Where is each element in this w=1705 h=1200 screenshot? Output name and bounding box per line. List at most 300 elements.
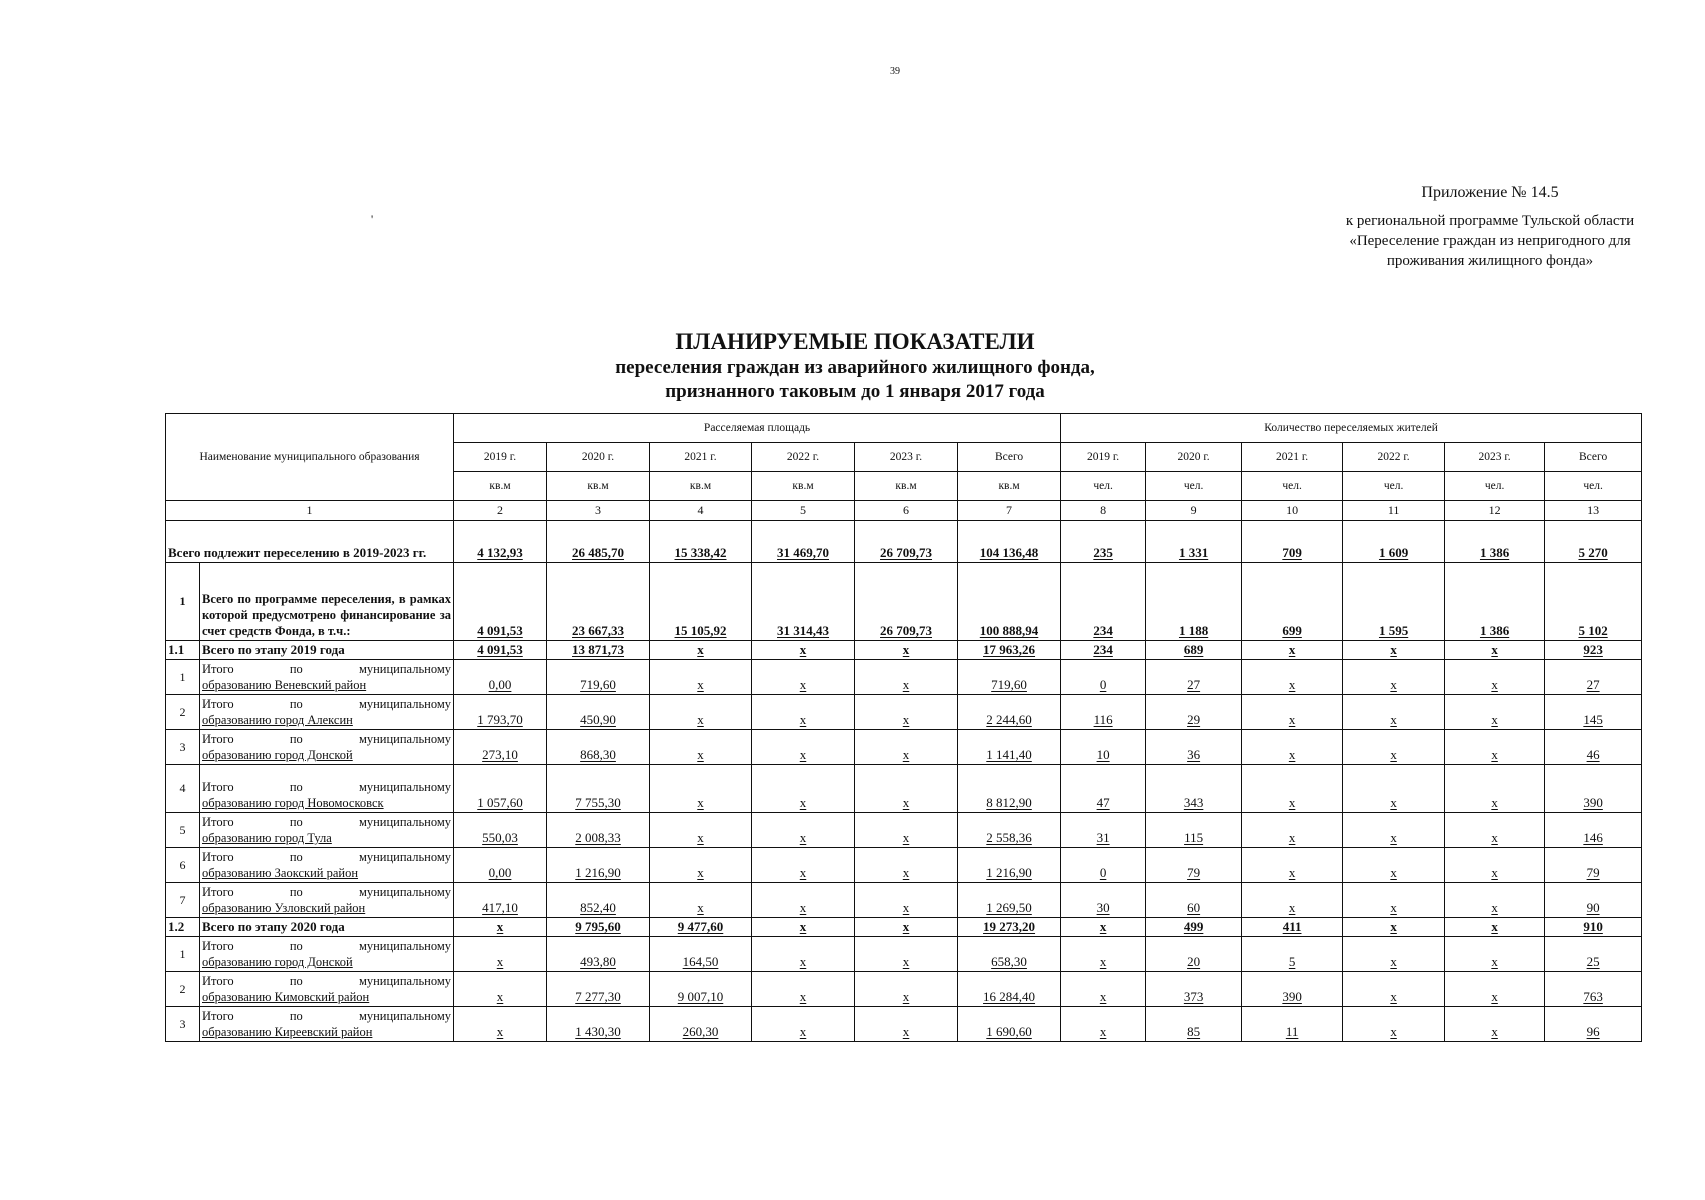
value-cell <box>855 521 958 563</box>
cell-value: х <box>1288 747 1296 762</box>
value-cell <box>752 521 855 563</box>
stray-mark: ' <box>371 212 374 226</box>
cell-value: 234 <box>1093 642 1113 657</box>
cell-value: 343 <box>1183 795 1204 810</box>
cell-value: х <box>697 830 704 845</box>
cell-value: 273,10 <box>482 747 518 762</box>
cell-value: 16 284,40 <box>983 989 1036 1004</box>
area-year-header: Всего <box>958 443 1061 472</box>
cell-value: 27 <box>1187 677 1201 692</box>
value-cell <box>1061 848 1146 883</box>
header-row-groups <box>166 414 1642 443</box>
stage-number: 1.1 <box>166 641 200 660</box>
municipality-label-line2: образованию город Донской <box>202 748 353 762</box>
value-cell <box>1061 918 1146 937</box>
municipality-row <box>166 848 1642 883</box>
cell-value: 1 216,90 <box>575 865 621 880</box>
cell-value: 0,00 <box>488 865 512 880</box>
value-cell <box>1545 848 1642 883</box>
cell-value: 7 277,30 <box>575 989 621 1004</box>
cell-value: 100 888,94 <box>979 623 1039 638</box>
value-cell <box>752 660 855 695</box>
area-year-header: 2020 г. <box>547 443 650 472</box>
cell-value: х <box>1491 642 1498 657</box>
cell-value: х <box>1390 795 1397 810</box>
cell-value: 0,00 <box>488 677 512 692</box>
value-cell <box>1061 695 1146 730</box>
row-number: 6 <box>166 848 200 883</box>
appendix-block <box>1340 183 1640 271</box>
total-row <box>166 521 1642 563</box>
row-number: 3 <box>166 730 200 765</box>
column-number: 3 <box>547 501 650 521</box>
people-year-header: 2023 г. <box>1445 443 1545 472</box>
cell-value: 26 709,73 <box>880 545 933 560</box>
municipality-label-line2: образованию город Донской <box>202 955 353 969</box>
value-cell <box>1545 695 1642 730</box>
value-cell <box>1061 765 1146 813</box>
cell-value: 1 793,70 <box>477 712 523 727</box>
program-row <box>166 563 1642 641</box>
cell-value: х <box>1390 677 1397 692</box>
cell-value: х <box>1491 900 1498 915</box>
cell-value: 79 <box>1586 865 1600 880</box>
cell-value: х <box>1390 865 1397 880</box>
municipality-label <box>200 972 454 1007</box>
value-cell <box>454 660 547 695</box>
cell-value: 1 386 <box>1479 623 1510 638</box>
area-year-header: 2022 г. <box>752 443 855 472</box>
municipality-label <box>200 730 454 765</box>
value-cell <box>1146 937 1242 972</box>
value-cell <box>958 813 1061 848</box>
municipality-label-line2: образованию город Новомосковск <box>202 796 384 810</box>
cell-value: х <box>1099 954 1107 969</box>
cell-value: 164,50 <box>682 954 719 969</box>
indicators-table <box>165 413 1642 1042</box>
value-cell <box>650 1007 752 1042</box>
value-cell <box>547 730 650 765</box>
cell-value: х <box>1491 989 1498 1004</box>
cell-value: х <box>1288 712 1296 727</box>
people-unit-header: чел. <box>1445 472 1545 501</box>
cell-value: 0 <box>1099 677 1107 692</box>
value-cell <box>650 660 752 695</box>
area-group-header: Расселяемая площадь <box>454 414 1061 443</box>
cell-value: х <box>1390 830 1397 845</box>
cell-value: 115 <box>1184 830 1204 845</box>
cell-value: 23 667,33 <box>572 623 625 638</box>
cell-value: х <box>1491 747 1498 762</box>
value-cell <box>1061 660 1146 695</box>
area-year-header: 2023 г. <box>855 443 958 472</box>
cell-value: х <box>1390 900 1397 915</box>
value-cell <box>958 521 1061 563</box>
cell-value: 499 <box>1183 919 1204 934</box>
document-title <box>520 328 1190 404</box>
people-unit-header: чел. <box>1343 472 1445 501</box>
value-cell <box>1343 972 1445 1007</box>
cell-value: 2 008,33 <box>575 830 621 845</box>
cell-value: 390 <box>1583 795 1603 810</box>
cell-value: х <box>902 865 910 880</box>
cell-value: 1 141,40 <box>986 747 1032 762</box>
appendix-text: к региональной программе Тульской области «Переселение граждан из непригодного для проживания жилищного фонда» <box>1345 213 1635 269</box>
cell-value: 390 <box>1282 989 1302 1004</box>
value-cell <box>855 1007 958 1042</box>
column-number: 1 <box>166 501 454 521</box>
value-cell <box>650 937 752 972</box>
column-number: 11 <box>1343 501 1445 521</box>
value-cell <box>1061 563 1146 641</box>
value-cell <box>958 1007 1061 1042</box>
cell-value: х <box>1491 954 1498 969</box>
value-cell <box>1445 813 1545 848</box>
cell-value: х <box>902 712 910 727</box>
value-cell <box>1061 883 1146 918</box>
value-cell <box>650 813 752 848</box>
value-cell <box>1445 918 1545 937</box>
municipality-label-line1: Итого по муниципальному <box>202 697 452 711</box>
value-cell <box>958 695 1061 730</box>
people-year-header: Всего <box>1545 443 1642 472</box>
cell-value: х <box>799 677 807 692</box>
value-cell <box>752 937 855 972</box>
cell-value: 60 <box>1187 900 1201 915</box>
value-cell <box>1146 521 1242 563</box>
cell-value: х <box>697 677 704 692</box>
municipality-row <box>166 695 1642 730</box>
cell-value: 47 <box>1096 795 1110 810</box>
column-number: 13 <box>1545 501 1642 521</box>
cell-value: х <box>1491 795 1498 810</box>
value-cell <box>958 765 1061 813</box>
value-cell <box>1242 972 1343 1007</box>
cell-value: 5 <box>1288 954 1296 969</box>
cell-value: х <box>697 795 704 810</box>
value-cell <box>650 730 752 765</box>
value-cell <box>1242 1007 1343 1042</box>
value-cell <box>1061 972 1146 1007</box>
cell-value: х <box>902 1024 910 1039</box>
value-cell <box>650 521 752 563</box>
column-number: 4 <box>650 501 752 521</box>
value-cell <box>1146 1007 1242 1042</box>
cell-value: 31 469,70 <box>777 545 830 560</box>
cell-value: х <box>799 900 807 915</box>
cell-value: 1 057,60 <box>477 795 523 810</box>
cell-value: 923 <box>1583 642 1603 657</box>
cell-value: 13 871,73 <box>572 642 625 657</box>
people-unit-header: чел. <box>1242 472 1343 501</box>
municipality-row <box>166 972 1642 1007</box>
cell-value: 46 <box>1586 747 1600 762</box>
cell-value: х <box>1099 989 1107 1004</box>
municipality-label-line1: Итого по муниципальному <box>202 885 452 899</box>
cell-value: 235 <box>1093 545 1113 560</box>
value-cell <box>958 918 1061 937</box>
municipality-label <box>200 695 454 730</box>
cell-value: х <box>1288 830 1296 845</box>
row-number: 1 <box>166 563 200 641</box>
cell-value: 19 273,20 <box>983 919 1036 934</box>
cell-value: х <box>1288 795 1296 810</box>
row-number: 7 <box>166 883 200 918</box>
value-cell <box>1146 848 1242 883</box>
municipality-row <box>166 937 1642 972</box>
value-cell <box>1545 563 1642 641</box>
cell-value: х <box>902 989 910 1004</box>
cell-value: 9 007,10 <box>677 989 724 1004</box>
value-cell <box>752 695 855 730</box>
row-number: 2 <box>166 972 200 1007</box>
cell-value: х <box>799 642 807 657</box>
cell-value: х <box>902 795 910 810</box>
value-cell <box>1146 660 1242 695</box>
value-cell <box>454 972 547 1007</box>
value-cell <box>454 641 547 660</box>
column-number: 5 <box>752 501 855 521</box>
value-cell <box>1343 521 1445 563</box>
people-year-header: 2021 г. <box>1242 443 1343 472</box>
value-cell <box>1242 765 1343 813</box>
row-number: 2 <box>166 695 200 730</box>
value-cell <box>454 730 547 765</box>
cell-value: 719,60 <box>580 677 616 692</box>
cell-value: 85 <box>1187 1024 1201 1039</box>
cell-value: 11 <box>1285 1024 1299 1039</box>
total-label: Всего подлежит переселению в 2019-2023 гг. <box>166 521 454 563</box>
value-cell <box>547 641 650 660</box>
cell-value: х <box>799 865 807 880</box>
value-cell <box>1445 937 1545 972</box>
value-cell <box>1343 918 1445 937</box>
cell-value: х <box>697 712 704 727</box>
value-cell <box>547 813 650 848</box>
value-cell <box>958 883 1061 918</box>
value-cell <box>855 937 958 972</box>
cell-value: х <box>1390 712 1397 727</box>
value-cell <box>855 695 958 730</box>
cell-value: х <box>1099 919 1107 934</box>
value-cell <box>1545 883 1642 918</box>
cell-value: 7 755,30 <box>575 795 621 810</box>
page-number: 39 <box>890 66 900 77</box>
cell-value: 658,30 <box>991 954 1027 969</box>
row-number: 4 <box>166 765 200 813</box>
value-cell <box>650 848 752 883</box>
cell-value: х <box>1288 865 1296 880</box>
cell-value: 2 558,36 <box>986 830 1032 845</box>
value-cell <box>1343 563 1445 641</box>
cell-value: 373 <box>1183 989 1204 1004</box>
municipality-label-line2: образованию Киреевский район <box>202 1025 373 1039</box>
value-cell <box>855 660 958 695</box>
value-cell <box>1061 1007 1146 1042</box>
value-cell <box>958 937 1061 972</box>
area-unit-header: кв.м <box>547 472 650 501</box>
value-cell <box>1343 730 1445 765</box>
value-cell <box>547 521 650 563</box>
value-cell <box>1146 883 1242 918</box>
value-cell <box>1146 813 1242 848</box>
stage-label: Всего по этапу 2019 года <box>200 641 454 660</box>
value-cell <box>547 1007 650 1042</box>
value-cell <box>650 641 752 660</box>
cell-value: 20 <box>1187 954 1201 969</box>
value-cell <box>1545 641 1642 660</box>
value-cell <box>1242 848 1343 883</box>
municipality-row <box>166 1007 1642 1042</box>
value-cell <box>752 1007 855 1042</box>
value-cell <box>454 521 547 563</box>
value-cell <box>1545 521 1642 563</box>
cell-value: х <box>799 954 807 969</box>
cell-value: х <box>697 865 704 880</box>
appendix-number: Приложение № 14.5 <box>1421 184 1559 201</box>
municipality-label-line1: Итого по муниципальному <box>202 850 452 864</box>
municipality-label-line1: Итого по муниципальному <box>202 939 452 953</box>
cell-value: 96 <box>1586 1024 1600 1039</box>
cell-value: х <box>1491 919 1498 934</box>
cell-value: х <box>1491 712 1498 727</box>
value-cell <box>1146 730 1242 765</box>
cell-value: 719,60 <box>991 677 1027 692</box>
municipality-row <box>166 765 1642 813</box>
municipality-label-line1: Итого по муниципальному <box>202 662 452 676</box>
cell-value: х <box>496 989 504 1004</box>
cell-value: 868,30 <box>580 747 616 762</box>
program-label: Всего по программе переселения, в рамках которой предусмотрено финансирование за счет средств Фонда, в т.ч.: <box>200 563 454 641</box>
cell-value: 1 188 <box>1178 623 1209 638</box>
people-year-header: 2022 г. <box>1343 443 1445 472</box>
cell-value: 1 216,90 <box>986 865 1032 880</box>
cell-value: 763 <box>1583 989 1603 1004</box>
municipality-label <box>200 1007 454 1042</box>
cell-value: 4 132,93 <box>477 545 523 560</box>
cell-value: 689 <box>1183 642 1204 657</box>
value-cell <box>454 813 547 848</box>
column-number: 10 <box>1242 501 1343 521</box>
value-cell <box>958 563 1061 641</box>
value-cell <box>1445 660 1545 695</box>
row-number: 3 <box>166 1007 200 1042</box>
value-cell <box>752 918 855 937</box>
cell-value: 17 963,26 <box>983 642 1036 657</box>
value-cell <box>650 883 752 918</box>
value-cell <box>1061 730 1146 765</box>
municipality-label-line2: образованию Узловский район <box>202 901 366 915</box>
cell-value: х <box>1491 830 1498 845</box>
municipality-label-line2: образованию город Тула <box>202 831 332 845</box>
area-unit-header: кв.м <box>958 472 1061 501</box>
cell-value: 116 <box>1093 712 1113 727</box>
value-cell <box>1061 521 1146 563</box>
value-cell <box>1146 972 1242 1007</box>
value-cell <box>650 563 752 641</box>
value-cell <box>855 972 958 1007</box>
cell-value: 5 102 <box>1578 623 1608 638</box>
cell-value: 1 595 <box>1378 623 1409 638</box>
column-number: 2 <box>454 501 547 521</box>
column-number: 7 <box>958 501 1061 521</box>
value-cell <box>1445 641 1545 660</box>
cell-value: 15 105,92 <box>674 623 727 638</box>
cell-value: 1 386 <box>1479 545 1510 560</box>
value-cell <box>1545 765 1642 813</box>
value-cell <box>650 972 752 1007</box>
cell-value: 25 <box>1586 954 1600 969</box>
cell-value: х <box>902 900 910 915</box>
cell-value: 36 <box>1187 747 1201 762</box>
value-cell <box>752 848 855 883</box>
value-cell <box>650 695 752 730</box>
value-cell <box>855 918 958 937</box>
value-cell <box>454 765 547 813</box>
cell-value: х <box>902 954 910 969</box>
cell-value: х <box>799 989 807 1004</box>
people-group-header: Количество переселяемых жителей <box>1061 414 1642 443</box>
cell-value: х <box>1390 919 1397 934</box>
value-cell <box>547 660 650 695</box>
cell-value: 9 477,60 <box>677 919 724 934</box>
value-cell <box>1343 937 1445 972</box>
cell-value: 27 <box>1586 677 1600 692</box>
cell-value: 1 690,60 <box>986 1024 1032 1039</box>
column-number: 12 <box>1445 501 1545 521</box>
value-cell <box>547 937 650 972</box>
value-cell <box>752 813 855 848</box>
value-cell <box>752 972 855 1007</box>
municipality-label <box>200 660 454 695</box>
cell-value: 79 <box>1187 865 1201 880</box>
value-cell <box>1146 695 1242 730</box>
value-cell <box>1343 1007 1445 1042</box>
cell-value: 1 609 <box>1378 545 1409 560</box>
municipality-label-line1: Итого по муниципальному <box>202 732 452 746</box>
municipality-label <box>200 765 454 813</box>
municipality-label <box>200 937 454 972</box>
value-cell <box>752 765 855 813</box>
value-cell <box>1242 918 1343 937</box>
value-cell <box>752 883 855 918</box>
value-cell <box>1545 730 1642 765</box>
value-cell <box>1343 848 1445 883</box>
people-year-header: 2019 г. <box>1061 443 1146 472</box>
value-cell <box>1445 972 1545 1007</box>
column-number: 6 <box>855 501 958 521</box>
cell-value: х <box>799 830 807 845</box>
title-line-2: переселения граждан из аварийного жилищного фонда, <box>615 357 1095 378</box>
cell-value: 699 <box>1282 623 1302 638</box>
cell-value: х <box>496 919 504 934</box>
value-cell <box>1545 660 1642 695</box>
value-cell <box>1146 765 1242 813</box>
municipality-label-line1: Итого по муниципальному <box>202 780 452 794</box>
cell-value: 9 795,60 <box>575 919 621 934</box>
cell-value: х <box>1491 677 1498 692</box>
value-cell <box>1545 918 1642 937</box>
municipality-label-line1: Итого по муниципальному <box>202 815 452 829</box>
column-number: 8 <box>1061 501 1146 521</box>
municipality-label <box>200 848 454 883</box>
cell-value: х <box>1491 1024 1498 1039</box>
cell-value: 5 270 <box>1578 545 1608 560</box>
cell-value: х <box>902 919 910 934</box>
cell-value: 8 812,90 <box>986 795 1032 810</box>
cell-value: 1 331 <box>1178 545 1209 560</box>
value-cell <box>650 918 752 937</box>
